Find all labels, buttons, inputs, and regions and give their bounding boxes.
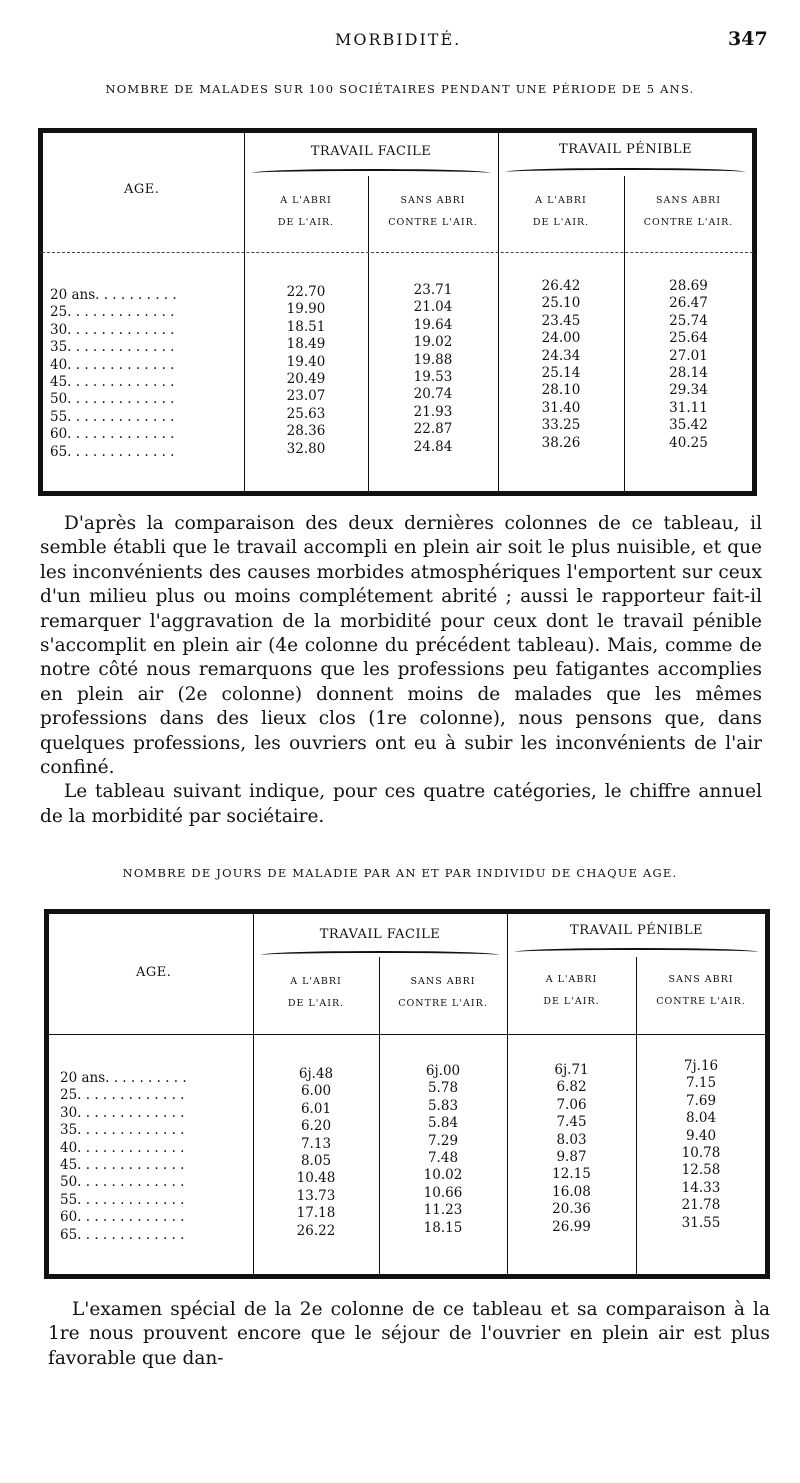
group-brace (252, 169, 490, 177)
paragraph: L'examen spécial de la 2e colonne de ce tableau et sa comparaison à la 1re nous prouvent encore que le séjour de l'ouvrier en plein air est plus favorable que dan- (48, 1299, 770, 1369)
value-cell: 6j.48 (298, 1066, 334, 1082)
value-cell: 22.87 (413, 421, 453, 438)
value-cell: 7.13 (300, 1135, 332, 1152)
value-cell: 25.74 (669, 312, 708, 329)
header-separator (42, 252, 753, 253)
value-cell: 5.83 (427, 1097, 459, 1114)
value-cell: 5.78 (427, 1080, 459, 1097)
value-cell: 17.18 (296, 1205, 336, 1222)
age-column (50, 287, 242, 461)
age-column (60, 1070, 251, 1244)
value-cell: 9.87 (556, 1149, 587, 1166)
value-cell: 19.88 (413, 351, 453, 368)
subheader-penible-abri: A L'ABRI DE L'AIR. (543, 974, 600, 1007)
value-cell: 7.69 (685, 1092, 717, 1109)
age-cell: 20 ans. . . . . . . . . . (60, 1070, 187, 1086)
value-cell: 31.11 (669, 399, 708, 416)
subheader-penible-abri: A L'ABRI DE L'AIR. (532, 195, 590, 228)
value-cell: 11.23 (423, 1202, 463, 1219)
value-cell: 25.63 (286, 405, 326, 422)
subheader-facile-abri: A L'ABRI DE L'AIR. (277, 195, 335, 228)
age-cell: 40. . . . . . . . . . . . . (60, 1139, 185, 1156)
age-cell: 55. . . . . . . . . . . . . (50, 408, 175, 425)
age-cell: 35. . . . . . . . . . . . . (50, 339, 175, 356)
value-cell: 10.48 (296, 1170, 336, 1187)
group-brace (261, 951, 499, 959)
value-cell: 5.84 (427, 1115, 459, 1132)
value-cell: 29.34 (669, 382, 708, 399)
age-cell: 25. . . . . . . . . . . . . (50, 304, 175, 321)
age-cell: 40. . . . . . . . . . . . . (50, 356, 175, 373)
value-cell: 31.55 (681, 1214, 721, 1231)
age-cell: 30. . . . . . . . . . . . . (60, 1104, 185, 1121)
age-cell: 65. . . . . . . . . . . . . (50, 443, 175, 460)
value-cell: 21.78 (681, 1197, 721, 1214)
column-facile-sans-abri (368, 282, 498, 456)
age-cell: 60. . . . . . . . . . . . . (60, 1209, 185, 1226)
value-cell: 28.36 (286, 423, 326, 440)
value-cell: 18.51 (286, 318, 326, 335)
age-cell: 50. . . . . . . . . . . . . (50, 391, 175, 408)
value-cell: 35.42 (669, 417, 708, 434)
table1 (38, 128, 757, 496)
value-cell: 22.70 (286, 284, 326, 300)
subheader-facile-abri: A L'ABRI DE L'AIR. (287, 976, 345, 1009)
column-facile-abri (244, 284, 368, 458)
value-cell: 19.64 (413, 316, 453, 333)
value-cell: 19.02 (413, 334, 453, 351)
value-cell: 10.66 (423, 1184, 463, 1201)
value-cell: 6.00 (300, 1083, 332, 1100)
group-header-travail-facile: TRAVAIL FACILE (310, 144, 432, 159)
value-cell: 26.22 (296, 1222, 336, 1239)
value-cell: 24.84 (413, 438, 453, 455)
value-cell: 32.80 (286, 440, 326, 457)
value-cell: 8.05 (300, 1153, 332, 1170)
subheader-penible-sans-abri: SANS ABRI CONTRE L'AIR. (643, 195, 734, 228)
value-cell: 24.00 (541, 330, 581, 347)
value-cell: 7.45 (556, 1114, 587, 1131)
value-cell: 8.03 (556, 1131, 587, 1148)
age-cell: 60. . . . . . . . . . . . . (50, 426, 175, 443)
age-column-header: AGE. (124, 182, 160, 197)
column-penible-abri (507, 1062, 636, 1236)
page-number: 347 (728, 28, 768, 50)
value-cell: 18.49 (286, 336, 326, 353)
value-cell: 18.15 (423, 1219, 463, 1236)
running-head (0, 30, 800, 56)
age-cell: 65. . . . . . . . . . . . . (60, 1226, 185, 1243)
age-cell: 50. . . . . . . . . . . . . (60, 1174, 185, 1191)
age-column-header: AGE. (136, 965, 172, 980)
table2-caption: NOMBRE DE JOURS DE MALADIE PAR AN ET PAR INDIVIDU DE CHAQUE AGE. (122, 866, 678, 880)
table2 (44, 909, 770, 1279)
value-cell: 12.15 (552, 1166, 591, 1183)
value-cell: 10.02 (423, 1167, 463, 1184)
subheader-facile-sans-abri: SANS ABRI CONTRE L'AIR. (398, 976, 488, 1009)
value-cell: 6j.71 (554, 1062, 589, 1078)
value-cell: 21.93 (413, 403, 453, 420)
value-cell: 19.40 (286, 353, 326, 370)
value-cell: 9.40 (685, 1127, 717, 1144)
value-cell: 25.64 (669, 330, 708, 347)
value-cell: 31.40 (541, 399, 581, 416)
column-penible-sans-abri (636, 1058, 766, 1232)
paragraph: D'après la comparaison des deux dernières colonnes de ce tableau, il semble établi que le travail accompli en plein air soit le plus nuisible, et que les inconvénients des causes morbides atmosphériques l'emportent sur ceux d'un milieu plus ou moins complétement abrité ; aussi le rapporteur fait-il remarquer l'aggravation de la morbidité pour ceux dont le travail pénible s'accomplit en plein air (4e colonne du précédent tableau). Mais, comme de notre côté nous remarquons que les professions peu fatigantes accomplies en plein air (2e colonne) donnent moins de malades que les mêmes professions dans des lieux clos (1re colonne), nous pensons que, dans quelques professions, les ouvriers ont eu à subir les inconvénients de l'air confiné. (40, 513, 762, 779)
subheader-penible-sans-abri: SANS ABRI CONTRE L'AIR. (656, 974, 746, 1007)
column-penible-sans-abri (624, 278, 753, 452)
value-cell: 16.08 (552, 1183, 591, 1200)
value-cell: 7.48 (427, 1150, 459, 1167)
header-separator (48, 1034, 766, 1035)
value-cell: 10.78 (681, 1145, 721, 1162)
value-cell: 6.82 (556, 1079, 587, 1096)
value-cell: 20.49 (286, 371, 326, 388)
column-facile-sans-abri (379, 1063, 507, 1237)
value-cell: 28.14 (669, 365, 708, 382)
value-cell: 38.26 (541, 434, 581, 451)
column-penible-abri (498, 278, 624, 452)
value-cell: 26.42 (541, 278, 581, 294)
table1-caption: NOMBRE DE MALADES SUR 100 SOCIÉTAIRES PENDANT UNE PÉRIODE DE 5 ANS. (105, 82, 695, 96)
age-cell: 20 ans. . . . . . . . . . (50, 287, 177, 303)
value-cell: 19.90 (286, 301, 326, 318)
body-text-block-2 (48, 1298, 770, 1371)
paragraph: Le tableau suivant indique, pour ces quatre catégories, le chiffre annuel de la morbidité par sociétaire. (40, 781, 762, 827)
group-header-travail-penible: TRAVAIL PÉNIBLE (570, 923, 703, 938)
value-cell: 21.04 (413, 299, 453, 316)
page-title: MORBIDITÉ. (335, 30, 462, 49)
value-cell: 26.99 (552, 1218, 591, 1235)
group-header-travail-penible: TRAVAIL PÉNIBLE (559, 142, 692, 157)
age-cell: 30. . . . . . . . . . . . . (50, 321, 175, 338)
value-cell: 7.15 (685, 1075, 717, 1092)
subheader-facile-sans-abri: SANS ABRI CONTRE L'AIR. (388, 195, 478, 228)
value-cell: 23.71 (413, 282, 453, 298)
group-brace (515, 948, 758, 956)
value-cell: 26.47 (669, 295, 708, 312)
value-cell: 40.25 (669, 434, 708, 451)
value-cell: 13.73 (296, 1187, 336, 1204)
value-cell: 25.14 (541, 365, 581, 382)
value-cell: 20.36 (552, 1201, 591, 1218)
value-cell: 33.25 (541, 417, 581, 434)
value-cell: 6j.00 (425, 1063, 461, 1079)
value-cell: 8.04 (685, 1110, 717, 1127)
value-cell: 12.58 (681, 1162, 721, 1179)
value-cell: 6.20 (300, 1118, 332, 1135)
body-text-block-1 (40, 512, 762, 829)
value-cell: 14.33 (681, 1179, 721, 1196)
group-brace (506, 168, 745, 176)
value-cell: 7j.16 (683, 1058, 719, 1074)
value-cell: 25.10 (541, 295, 581, 312)
group-header-travail-facile: TRAVAIL FACILE (319, 927, 441, 942)
value-cell: 7.06 (556, 1096, 587, 1113)
value-cell: 23.07 (286, 388, 326, 405)
age-cell: 55. . . . . . . . . . . . . (60, 1191, 185, 1208)
value-cell: 27.01 (669, 347, 708, 364)
value-cell: 20.74 (413, 386, 453, 403)
age-cell: 45. . . . . . . . . . . . . (50, 374, 175, 391)
value-cell: 19.53 (413, 369, 453, 386)
age-cell: 45. . . . . . . . . . . . . (60, 1157, 185, 1174)
age-cell: 25. . . . . . . . . . . . . (60, 1087, 185, 1104)
value-cell: 28.69 (669, 278, 708, 294)
value-cell: 28.10 (541, 382, 581, 399)
value-cell: 24.34 (541, 347, 581, 364)
value-cell: 7.29 (427, 1132, 459, 1149)
column-facile-abri (253, 1066, 379, 1240)
age-cell: 35. . . . . . . . . . . . . (60, 1122, 185, 1139)
value-cell: 6.01 (300, 1100, 332, 1117)
value-cell: 23.45 (541, 312, 581, 329)
